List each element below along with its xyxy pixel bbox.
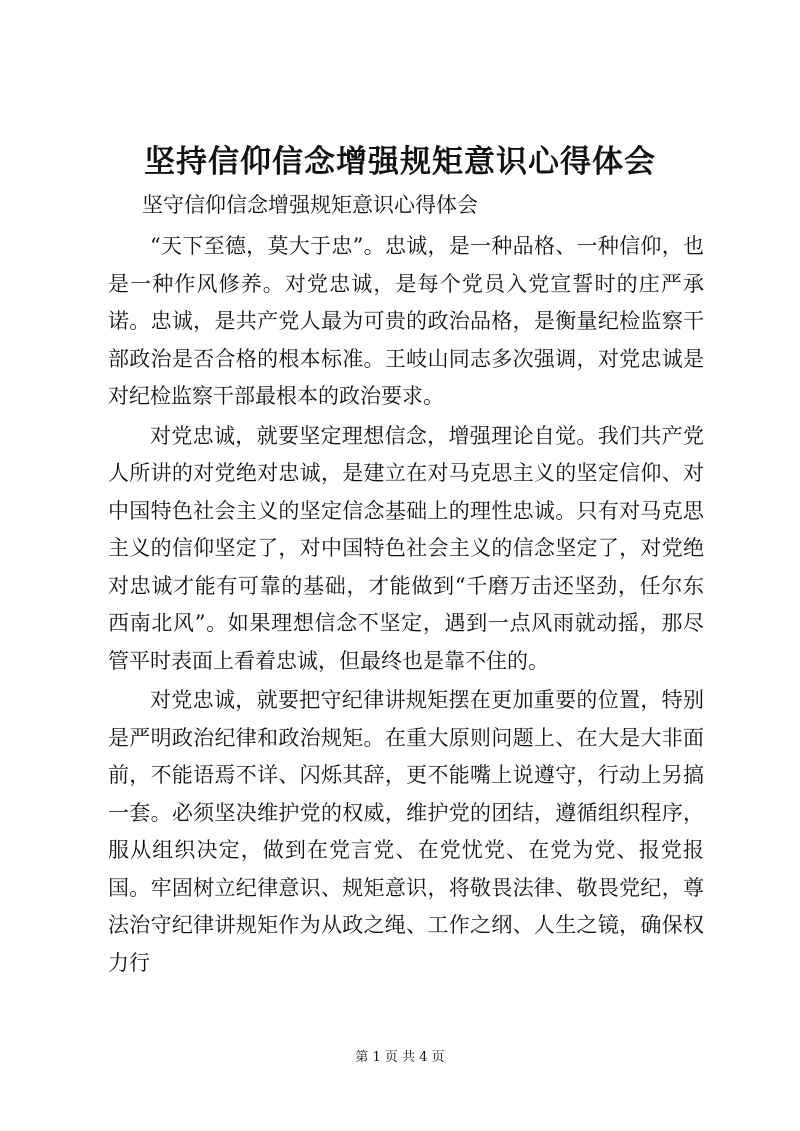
document-body [108, 228, 704, 984]
document-title: 坚持信仰信念增强规矩意识心得体会 [144, 144, 656, 180]
paragraph: 对党忠诚，就要坚定理想信念，增强理论自觉。我们共产党人所讲的对党绝对忠诚，是建立在对马克思主义的坚定信仰、对中国特色社会主义的坚定信念基础上的理性忠诚。只有对马克思主义的信仰坚定了，对中国特色社会主义的信念坚定了，对党绝对忠诚才能有可靠的基础，才能做到“千磨万击还坚劲，任尔东西南北风”。如果理想信念不坚定，遇到一点风雨就动摇，那尽管平时表面上看着忠诚，但最终也是靠不住的。 [108, 423, 704, 673]
paragraph: “天下至德，莫大于忠”。忠诚，是一种品格、一种信仰，也是一种作风修养。对党忠诚，是每个党员入党宣誓时的庄严承诺。忠诚，是共产党人最为可贵的政治品格，是衡量纪检监察干部政治是否合格的根本标准。王岐山同志多次强调，对党忠诚是对纪检监察干部最根本的政治要求。 [108, 234, 704, 408]
document-subtitle: 坚守信仰信念增强规矩意识心得体会 [142, 193, 478, 217]
page-number-footer: 第 1 页 共 4 页 [355, 1050, 445, 1065]
paragraph: 对党忠诚，就要把守纪律讲规矩摆在更加重要的位置，特别是严明政治纪律和政治规矩。在重大原则问题上、在大是大非面前，不能语焉不详、闪烁其辞，更不能嘴上说遵守，行动上另搞一套。必须坚决维护党的权威，维护党的团结，遵循组织程序，服从组织决定，做到在党言党、在党忧党、在党为党、报党报国。牢固树立纪律意识、规矩意识，将敬畏法律、敬畏党纪，尊法治守纪律讲规矩作为从政之绳、工作之纲、人生之镜，确保权力行 [108, 688, 704, 975]
